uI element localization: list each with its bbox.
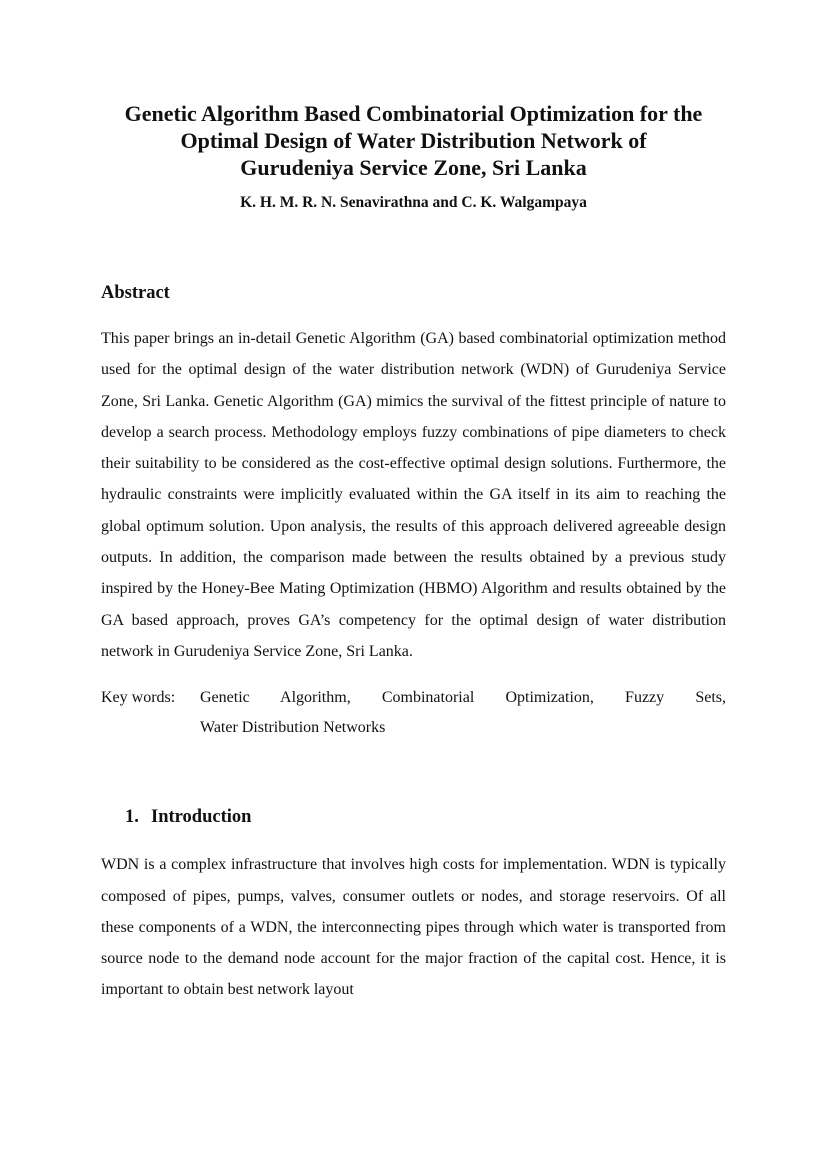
keywords-label: Key words: bbox=[101, 689, 176, 707]
section-title: Introduction bbox=[151, 807, 252, 828]
keywords-line: Genetic Algorithm, Combinatorial Optimization, Fuzzy Sets, bbox=[200, 689, 726, 707]
title-line: Genetic Algorithm Based Combinatorial Optimization for the bbox=[124, 101, 703, 126]
abstract-heading: Abstract bbox=[101, 283, 170, 303]
keywords-list bbox=[200, 683, 726, 743]
title-line: Gurudeniya Service Zone, Sri Lanka bbox=[240, 155, 587, 180]
keywords-line: Water Distribution Networks bbox=[200, 719, 386, 737]
authors: K. H. M. R. N. Senavirathna and C. K. Walgampaya bbox=[240, 194, 587, 211]
title-block bbox=[101, 0, 726, 213]
section-heading-introduction bbox=[101, 805, 726, 829]
keywords bbox=[101, 683, 726, 743]
section-number: 1. bbox=[125, 807, 139, 828]
introduction-text: WDN is a complex infrastructure that involves high costs for implementation. WDN is typically composed of pipes, pumps, valves, consumer outlets or nodes, and storage reservoirs. Of all these components of a WDN, the interconnecting pipes through which water is transported from source node to the demand node account for the major fraction of the capital cost. Hence, it is important to obtain best network layout bbox=[101, 856, 726, 999]
title-line: Optimal Design of Water Distribution Network of bbox=[180, 128, 647, 153]
abstract-text: This paper brings an in-detail Genetic Algorithm (GA) based combinatorial optimization method used for the optimal design of the water distribution network (WDN) of Gurudeniya Service Zone, Sri Lanka. Genetic Algorithm (GA) mimics the survival of the fittest principle of nature to develop a search process. Methodology employs fuzzy combinations of pipe diameters to check their suitability to be considered as the cost-effective optimal design solutions. Furthermore, the hydraulic constraints were implicitly evaluated within the GA itself in its aim to reaching the global optimum solution. Upon analysis, the results of this approach delivered agreeable design outputs. In addition, the comparison made between the results obtained by a previous study inspired by the Honey-Bee Mating Optimization (HBMO) Algorithm and results obtained by the GA based approach, proves GA’s competency for the optimal design of water distribution network in Gurudeniya Service Zone, Sri Lanka. bbox=[101, 330, 726, 660]
paper-title bbox=[101, 100, 726, 181]
